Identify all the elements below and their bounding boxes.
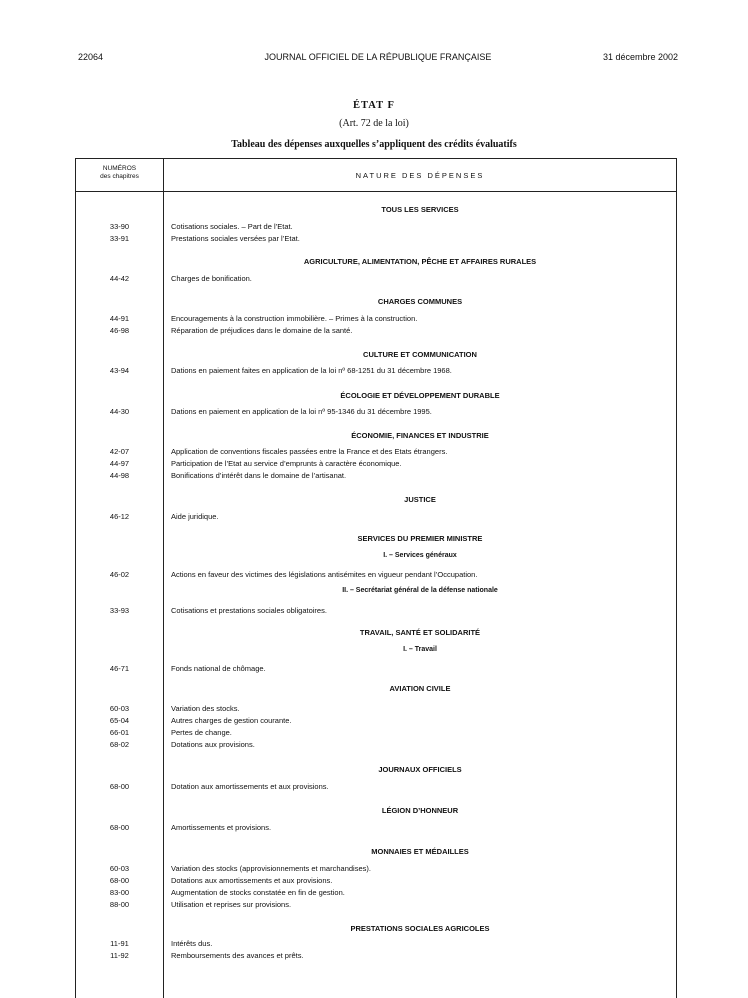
chapter-number: 44-42	[109, 274, 130, 283]
chapter-number: 68-00	[109, 823, 130, 832]
table-header	[76, 159, 676, 192]
expense-description: Bonifications d’intérêt dans le domaine de l’artisanat.	[171, 471, 347, 480]
chapter-number: 83-00	[109, 888, 130, 897]
expense-description: Utilisation et reprises sur provisions.	[171, 900, 292, 909]
column-divider	[163, 159, 164, 998]
section-heading: CULTURE ET COMMUNICATION	[363, 350, 477, 359]
chapter-number: 66-01	[109, 728, 130, 737]
expense-description: Réparation de préjudices dans le domaine de la santé.	[171, 326, 353, 335]
chapter-number: 65-04	[109, 716, 130, 725]
expense-description: Variation des stocks (approvisionnements et marchandises).	[171, 864, 371, 873]
page-header	[78, 52, 678, 64]
chapter-number: 68-00	[109, 876, 130, 885]
section-heading: PRESTATIONS SOCIALES AGRICOLES	[350, 924, 490, 933]
chapter-number: 60-03	[109, 704, 130, 713]
section-heading: SERVICES DU PREMIER MINISTRE	[357, 534, 483, 543]
expense-description: Augmentation de stocks constatée en fin de gestion.	[171, 888, 345, 897]
expense-description: Cotisations sociales. – Part de l’Etat.	[171, 222, 293, 231]
column-header-nature: NATURE DES DÉPENSES	[355, 171, 485, 180]
section-heading: JOURNAUX OFFICIELS	[378, 765, 462, 774]
table-caption: Tableau des dépenses auxquelles s’appliquent des crédits évaluatifs	[231, 139, 517, 150]
expense-description: Application de conventions fiscales passées entre la France et des Etats étrangers.	[171, 447, 448, 456]
chapter-number: 88-00	[109, 900, 130, 909]
document-title: ÉTAT F	[353, 100, 395, 111]
expense-description: Amortissements et provisions.	[171, 823, 272, 832]
expense-description: Autres charges de gestion courante.	[171, 716, 292, 725]
expense-description: Actions en faveur des victimes des législations antisémites en vigueur pendant l’Occupation.	[171, 570, 478, 579]
section-heading: AVIATION CIVILE	[389, 684, 451, 693]
chapter-number: 44-91	[109, 314, 130, 323]
expense-description: Dotations aux provisions.	[171, 740, 255, 749]
chapter-number: 44-97	[109, 459, 130, 468]
chapter-number: 46-71	[109, 664, 130, 673]
expenses-table	[75, 158, 677, 998]
chapter-number: 44-98	[109, 471, 130, 480]
section-heading: ÉCONOMIE, FINANCES ET INDUSTRIE	[351, 431, 489, 440]
journal-title: JOURNAL OFFICIEL DE LA RÉPUBLIQUE FRANÇAISE	[264, 52, 492, 62]
chapter-number: 33-93	[109, 606, 130, 615]
expense-description: Fonds national de chômage.	[171, 664, 266, 673]
section-heading: TOUS LES SERVICES	[381, 205, 459, 214]
issue-date: 31 décembre 2002	[602, 52, 678, 62]
column-header-numbers	[76, 165, 163, 181]
expense-description: Dations en paiement en application de la loi nº 95-1346 du 31 décembre 1995.	[171, 407, 432, 416]
section-heading: TRAVAIL, SANTÉ ET SOLIDARITÉ	[359, 628, 481, 637]
chapter-number: 11-91	[110, 939, 129, 948]
chapter-number: 11-92	[110, 951, 129, 960]
expense-description: Variation des stocks.	[171, 704, 240, 713]
chapter-number: 68-00	[109, 782, 130, 791]
column-header-numbers-label: NUMÉROS	[102, 165, 137, 172]
chapter-number: 42-07	[109, 447, 130, 456]
chapter-number: 46-12	[109, 512, 130, 521]
chapter-number: 60-03	[109, 864, 130, 873]
section-heading: JUSTICE	[404, 495, 436, 504]
expense-description: Participation de l’Etat au service d’emprunts à caractère économique.	[171, 459, 402, 468]
chapter-number: 46-98	[109, 326, 130, 335]
expense-description: Pertes de change.	[171, 728, 232, 737]
page-number: 22064	[78, 52, 104, 62]
expense-description: Cotisations et prestations sociales obligatoires.	[171, 606, 327, 615]
chapter-number: 44-30	[109, 407, 130, 416]
expense-description: Dotation aux amortissements et aux provisions.	[171, 782, 329, 791]
expense-description: Dations en paiement faites en application de la loi nº 68-1251 du 31 décembre 1968.	[171, 366, 452, 375]
subsection-heading: II. – Secrétariat général de la défense nationale	[342, 587, 498, 594]
chapter-number: 33-91	[109, 234, 130, 243]
expense-description: Dotations aux amortissements et aux provisions.	[171, 876, 333, 885]
expense-description: Encouragements à la construction immobilière. – Primes à la construction.	[171, 314, 418, 323]
section-heading: MONNAIES ET MÉDAILLES	[371, 847, 469, 856]
expense-description: Intérêts dus.	[171, 939, 213, 948]
expense-description: Prestations sociales versées par l’Etat.	[171, 234, 300, 243]
chapter-number: 68-02	[109, 740, 130, 749]
expense-description: Remboursements des avances et prêts.	[171, 951, 304, 960]
document-subtitle: (Art. 72 de la loi)	[339, 118, 409, 129]
section-heading: AGRICULTURE, ALIMENTATION, PÊCHE ET AFFAIRES RURALES	[303, 257, 537, 266]
expense-description: Aide juridique.	[171, 512, 219, 521]
section-heading: CHARGES COMMUNES	[377, 297, 463, 306]
chapter-number: 33-90	[109, 222, 130, 231]
chapter-number: 46-02	[109, 570, 130, 579]
subsection-heading: I. – Travail	[403, 646, 437, 653]
expense-description: Charges de bonification.	[171, 274, 252, 283]
column-header-numbers-sub: des chapitres	[100, 173, 139, 180]
section-heading: LÉGION D’HONNEUR	[381, 806, 459, 815]
section-heading: ÉCOLOGIE ET DÉVELOPPEMENT DURABLE	[340, 391, 500, 400]
subsection-heading: I. – Services généraux	[383, 552, 457, 559]
chapter-number: 43-94	[109, 366, 130, 375]
